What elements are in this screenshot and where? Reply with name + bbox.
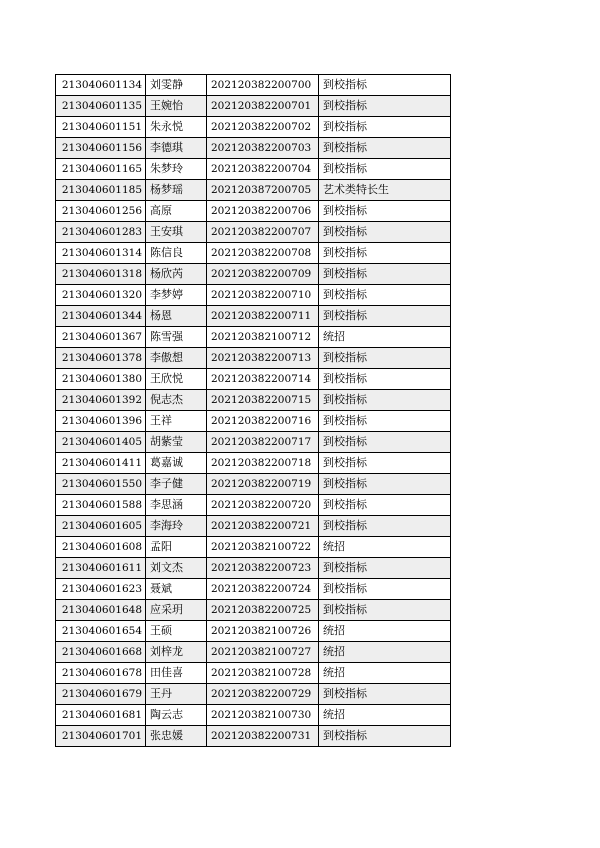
student-id-cell: 213040601156 [56, 138, 146, 159]
name-cell: 刘文杰 [146, 558, 207, 579]
admission-number-cell: 202120382200723 [207, 558, 319, 579]
table-row [56, 159, 451, 180]
admission-number-cell: 202120382200710 [207, 285, 319, 306]
admission-number-cell: 202120382100730 [207, 705, 319, 726]
admission-type-cell: 到校指标 [319, 306, 451, 327]
student-id-cell: 213040601283 [56, 222, 146, 243]
name-cell: 高原 [146, 201, 207, 222]
student-id-cell: 213040601588 [56, 495, 146, 516]
admission-number-cell: 202120382100728 [207, 663, 319, 684]
name-cell: 李傲想 [146, 348, 207, 369]
name-cell: 李思涵 [146, 495, 207, 516]
table-row [56, 621, 451, 642]
admission-type-cell: 到校指标 [319, 495, 451, 516]
name-cell: 王硕 [146, 621, 207, 642]
admission-number-cell: 202120382200718 [207, 453, 319, 474]
student-id-cell: 213040601608 [56, 537, 146, 558]
table-row [56, 390, 451, 411]
table-row [56, 327, 451, 348]
admission-number-cell: 202120382200719 [207, 474, 319, 495]
student-id-cell: 213040601654 [56, 621, 146, 642]
name-cell: 陶云志 [146, 705, 207, 726]
admission-number-cell: 202120382200717 [207, 432, 319, 453]
student-id-cell: 213040601256 [56, 201, 146, 222]
admission-type-cell: 到校指标 [319, 369, 451, 390]
name-cell: 李梦婷 [146, 285, 207, 306]
table-row [56, 453, 451, 474]
name-cell: 胡紫莹 [146, 432, 207, 453]
admission-number-cell: 202120382200707 [207, 222, 319, 243]
admission-number-cell: 202120382200702 [207, 117, 319, 138]
student-id-cell: 213040601314 [56, 243, 146, 264]
student-id-cell: 213040601679 [56, 684, 146, 705]
admission-type-cell: 到校指标 [319, 264, 451, 285]
admission-number-cell: 202120382100712 [207, 327, 319, 348]
student-id-cell: 213040601550 [56, 474, 146, 495]
admission-number-cell: 202120382200724 [207, 579, 319, 600]
student-id-cell: 213040601378 [56, 348, 146, 369]
admission-type-cell: 到校指标 [319, 222, 451, 243]
name-cell: 张忠媛 [146, 726, 207, 747]
name-cell: 田佳喜 [146, 663, 207, 684]
name-cell: 王婉怡 [146, 96, 207, 117]
admission-number-cell: 202120382200729 [207, 684, 319, 705]
table-row [56, 138, 451, 159]
table-row [56, 726, 451, 747]
table-row [56, 705, 451, 726]
student-id-cell: 213040601367 [56, 327, 146, 348]
name-cell: 应采玥 [146, 600, 207, 621]
admission-type-cell: 统招 [319, 537, 451, 558]
admission-number-cell: 202120382200706 [207, 201, 319, 222]
table-row [56, 537, 451, 558]
table-row [56, 264, 451, 285]
admission-number-cell: 202120382200703 [207, 138, 319, 159]
admission-type-cell: 到校指标 [319, 600, 451, 621]
name-cell: 杨梦瑶 [146, 180, 207, 201]
student-id-cell: 213040601648 [56, 600, 146, 621]
student-id-cell: 213040601318 [56, 264, 146, 285]
admission-type-cell: 到校指标 [319, 453, 451, 474]
name-cell: 刘雯静 [146, 75, 207, 96]
table-body [56, 75, 451, 747]
table-row [56, 306, 451, 327]
student-id-cell: 213040601411 [56, 453, 146, 474]
admission-type-cell: 到校指标 [319, 138, 451, 159]
admission-number-cell: 202120382200731 [207, 726, 319, 747]
admission-type-cell: 统招 [319, 621, 451, 642]
name-cell: 聂斌 [146, 579, 207, 600]
student-id-cell: 213040601392 [56, 390, 146, 411]
admission-type-cell: 到校指标 [319, 726, 451, 747]
admission-type-cell: 到校指标 [319, 432, 451, 453]
table-row [56, 516, 451, 537]
student-id-cell: 213040601605 [56, 516, 146, 537]
admission-type-cell: 到校指标 [319, 390, 451, 411]
admission-type-cell: 到校指标 [319, 348, 451, 369]
admission-type-cell: 到校指标 [319, 558, 451, 579]
student-id-cell: 213040601611 [56, 558, 146, 579]
admission-type-cell: 统招 [319, 327, 451, 348]
table-row [56, 684, 451, 705]
name-cell: 王祥 [146, 411, 207, 432]
admission-type-cell: 统招 [319, 663, 451, 684]
student-id-cell: 213040601135 [56, 96, 146, 117]
table-row [56, 600, 451, 621]
student-id-cell: 213040601681 [56, 705, 146, 726]
table-row [56, 201, 451, 222]
student-id-cell: 213040601151 [56, 117, 146, 138]
admission-number-cell: 202120382200720 [207, 495, 319, 516]
student-id-cell: 213040601623 [56, 579, 146, 600]
name-cell: 朱梦玲 [146, 159, 207, 180]
admission-type-cell: 到校指标 [319, 516, 451, 537]
name-cell: 王安琪 [146, 222, 207, 243]
table-row [56, 474, 451, 495]
student-id-cell: 213040601405 [56, 432, 146, 453]
admission-number-cell: 202120382100727 [207, 642, 319, 663]
name-cell: 刘梓龙 [146, 642, 207, 663]
admission-number-cell: 202120382200725 [207, 600, 319, 621]
table-row [56, 579, 451, 600]
admission-number-cell: 202120382200701 [207, 96, 319, 117]
admission-type-cell: 到校指标 [319, 684, 451, 705]
table-row [56, 117, 451, 138]
student-id-cell: 213040601678 [56, 663, 146, 684]
admission-number-cell: 202120382100722 [207, 537, 319, 558]
name-cell: 李子健 [146, 474, 207, 495]
name-cell: 杨欣芮 [146, 264, 207, 285]
admission-number-cell: 202120382200714 [207, 369, 319, 390]
admission-type-cell: 到校指标 [319, 243, 451, 264]
admission-number-cell: 202120382200715 [207, 390, 319, 411]
student-id-cell: 213040601380 [56, 369, 146, 390]
name-cell: 杨恩 [146, 306, 207, 327]
name-cell: 朱永悦 [146, 117, 207, 138]
admission-type-cell: 到校指标 [319, 117, 451, 138]
admission-number-cell: 202120382200713 [207, 348, 319, 369]
name-cell: 王欣悦 [146, 369, 207, 390]
student-admission-table [55, 74, 451, 747]
admission-number-cell: 20212038220070​0 [207, 75, 319, 96]
table-row [56, 243, 451, 264]
admission-type-cell: 到校指标 [319, 579, 451, 600]
student-id-cell: 213040601701 [56, 726, 146, 747]
name-cell: 李德琪 [146, 138, 207, 159]
admission-number-cell: 202120382100726 [207, 621, 319, 642]
table-row [56, 558, 451, 579]
admission-number-cell: 202120382200721 [207, 516, 319, 537]
name-cell: 孟阳 [146, 537, 207, 558]
table-row [56, 348, 451, 369]
name-cell: 葛嘉诚 [146, 453, 207, 474]
student-id-cell: 213040601668 [56, 642, 146, 663]
admission-number-cell: 202120382200708 [207, 243, 319, 264]
student-id-cell: 213040601134 [56, 75, 146, 96]
student-id-cell: 213040601344 [56, 306, 146, 327]
name-cell: 陈雪强 [146, 327, 207, 348]
student-id-cell: 213040601185 [56, 180, 146, 201]
admission-number-cell: 202120382200704 [207, 159, 319, 180]
admission-number-cell: 202120387200705 [207, 180, 319, 201]
admission-type-cell: 统招 [319, 705, 451, 726]
admission-type-cell: 艺术类特长生 [319, 180, 451, 201]
table-row [56, 285, 451, 306]
admission-number-cell: 202120382200711 [207, 306, 319, 327]
table-row [56, 642, 451, 663]
student-id-cell: 213040601320 [56, 285, 146, 306]
admission-type-cell: 到校指标 [319, 201, 451, 222]
table-row [56, 222, 451, 243]
table-row [56, 75, 451, 96]
admission-number-cell: 202120382200716 [207, 411, 319, 432]
table-row [56, 411, 451, 432]
table-row [56, 96, 451, 117]
table-row [56, 180, 451, 201]
table-row [56, 495, 451, 516]
admission-number-cell: 202120382200709 [207, 264, 319, 285]
table-row [56, 663, 451, 684]
admission-type-cell: 到校指标 [319, 411, 451, 432]
admission-type-cell: 到校指标 [319, 96, 451, 117]
student-id-cell: 213040601396 [56, 411, 146, 432]
student-id-cell: 213040601165 [56, 159, 146, 180]
name-cell: 李海玲 [146, 516, 207, 537]
admission-type-cell: 到校指标 [319, 285, 451, 306]
admission-type-cell: 统招 [319, 642, 451, 663]
table-row [56, 369, 451, 390]
admission-type-cell: 到校指标 [319, 159, 451, 180]
name-cell: 陈信良 [146, 243, 207, 264]
name-cell: 倪志杰 [146, 390, 207, 411]
name-cell: 王丹 [146, 684, 207, 705]
admission-type-cell: 到校指标 [319, 474, 451, 495]
admission-type-cell: 到校指标 [319, 75, 451, 96]
table-row [56, 432, 451, 453]
